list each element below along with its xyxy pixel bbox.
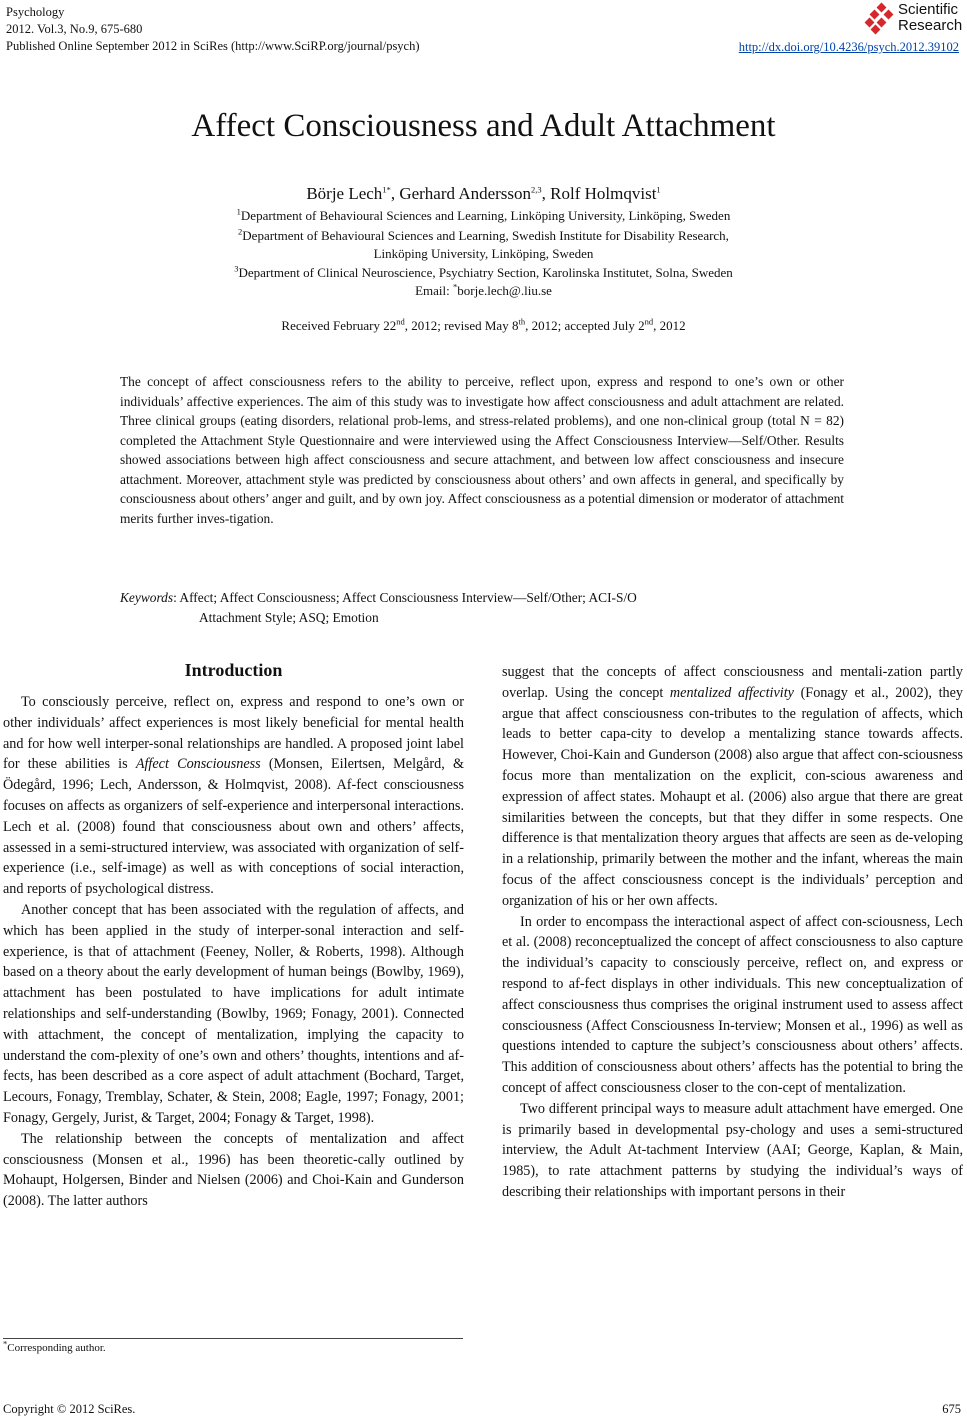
year-text: , 2012 bbox=[653, 318, 686, 333]
footnote-sup: * bbox=[3, 1338, 8, 1349]
affiliation-sup: 2 bbox=[238, 226, 243, 237]
received-text: Received February 22 bbox=[281, 318, 397, 333]
affiliation bbox=[0, 207, 967, 224]
paragraph: The relationship between the concepts of mentalization and affect consciousness (Monsen et al., 1996) has been theoretic-cally outlined by Mohaupt, Holgersen, Binder and Nielsen (2006) and Choi-Kain and Gunderson (2008). The latter authors bbox=[3, 1130, 464, 1210]
keywords bbox=[120, 588, 637, 627]
author-name: Gerhard Andersson bbox=[399, 184, 532, 203]
doi-link[interactable]: http://dx.doi.org/10.4236/psych.2012.39102 bbox=[738, 40, 959, 54]
affiliation-text: Department of Behavioural Sciences and Learning, Linköping University, Linköping, Sweden bbox=[240, 208, 731, 223]
received-sup: nd bbox=[396, 316, 405, 327]
paragraph: Another concept that has been associated with the regulation of affects, and which has been applied in the study of interper-sonal interaction and self-experience, is that of attachment (Feeney, Noller, & Roberts, 1998). Although based on a theory about the early development of human beings (Bowlby, 1969), attachment has been postulated to have implications for adult intimate relationships and self-understanding (Bowlby, 1969; Fonagy, 2001). Connected with attachment, the concept of mentalization, implying the capacity to understand the com-plexity of one’s own and others’ thoughts, intentions and af-fects, has been described as a core aspect of adult attachment (Bochard, Target, Lecours, Fonagy, Tremblay, Schater, & Stein, 2008; Eagle, 1997; Fonagy, 2001; Fonagy, Gergely, Jurist, & Target, 2004; Fonagy & Target, 1998). bbox=[3, 901, 464, 1126]
affiliation-text: Department of Clinical Neuroscience, Psychiatry Section, Karolinska Institutet, Solna, Sweden bbox=[238, 265, 733, 280]
paragraph: Two different principal ways to measure adult attachment have emerged. One is primarily based in developmental psy-chology and uses a semi-structured interview, the Adult At-tachment Interview (AAI; George, Kaplan, & Main, 1985), to rate attachment patterns by studying the individual’s ways of describing their relationships with important persons in their bbox=[502, 1100, 963, 1200]
paragraph bbox=[3, 692, 464, 900]
journal-name: Psychology bbox=[6, 5, 65, 19]
author-sup: 1* bbox=[382, 184, 391, 195]
paragraph-text: (Fonagy et al., 2002), they argue that affect consciousness con-tributes to the regulation of affects, which leads to better capa-city to develop a mentalizing stance towards affects. However, Choi-Kain and Gunderson (2008) also argue that affect con-sciousness focus more than mentalization on the explicit, con-scious awareness and expression of affect states. Mohaupt et al. (2006) also argue that there are great similarities between the concepts, but that they differ in some respects. One difference is that mentalization theory argues that affects are seen as de-veloping in a relationship, primarily between the mother and the infant, whereas the main focus of the affect consciousness concept is the individuals’ perception and organization of his or her own affects. bbox=[502, 684, 963, 909]
page-number: 675 bbox=[942, 1402, 961, 1416]
scientific-research-logo bbox=[866, 2, 964, 36]
abstract: The concept of affect consciousness refers to the ability to perceive, reflect upon, express and respond to one’s own or other individuals’ affective experiences. The aim of this study was to investigate how affect consciousness and adult attachment are related. Three clinical groups (eating disorders, relational prob-lems, and stress-related problems), and one non-clinical group (total N = 82) completed the Attachment Style Questionnaire and were interviewed using the Affect Consciousness Interview—Self/Other. Results showed associations between high affect consciousness and secure attachment, and between low affect consciousness and insecure attachment. Moreover, attachment style was predicted by consciousness about others’ and own affects in general, and specifically by consciousness about others’ anger and guilt, and by own joy. Affect consciousness as a potential dimension or moderator of attachment merits further inves-tigation. bbox=[120, 374, 844, 526]
email-sup: * bbox=[453, 281, 458, 292]
section-heading-introduction: Introduction bbox=[184, 660, 283, 680]
revised-sup: th bbox=[518, 316, 526, 327]
affiliation bbox=[0, 264, 967, 281]
email-address[interactable]: borje.lech@.liu.se bbox=[457, 283, 552, 298]
affiliation bbox=[0, 245, 967, 262]
author-sup: 1 bbox=[656, 184, 661, 195]
accepted-text: , 2012; accepted July 2 bbox=[525, 318, 645, 333]
footnote-divider bbox=[3, 1338, 463, 1339]
emphasis-term: mentalized affectivity bbox=[669, 684, 794, 701]
paragraph: In order to encompass the interactional aspect of affect con-sciousness, Lech et al. (2008) reconceptualized the concept of affect consciousness to also capture the individual’s capacity to consciously perceive, reflect on, and express or respond to af-fect displays in other individuals. This new conceptualization of affect consciousness thus comprises the original instrument used to assess affect consciousness (Affect Consciousness In-terview; Monsen et al., 1996) as well as questions intended to capture the subject’s consciousness about others’ affects. This addition of consciousness about others’ affects has the potential to bring the concept of affect consciousness closer to the con-cept of mentalization. bbox=[502, 913, 963, 1096]
affiliation-sup: 3 bbox=[234, 263, 239, 274]
affiliation-text: Linköping University, Linköping, Sweden bbox=[373, 246, 594, 261]
paper-title: Affect Consciousness and Adult Attachment bbox=[191, 108, 776, 144]
volume-info: 2012. Vol.3, No.9, 675-680 bbox=[6, 22, 143, 36]
affiliation-text: Department of Behavioural Sciences and Learning, Swedish Institute for Disability Research, bbox=[242, 228, 729, 243]
right-column bbox=[502, 662, 963, 1203]
paragraph-text: (Monsen, Eilertsen, Melgård, & Ödegård, 1996; Lech, Andersson, & Holmqvist, 2008). Af-fect consciousness focuses on affects as organizers of self-experience and interpersonal interactions. Lech et al. (2008) found that consciousness about own and others’ affects, assessed in a semi-structured interview, was associated with organization of self-experience (i.e., self-image) as well as with conceptions of social interaction, and reports of psychological distress. bbox=[3, 756, 465, 898]
logo-diamond-icon bbox=[866, 4, 896, 34]
affiliation bbox=[0, 227, 967, 244]
left-column bbox=[3, 660, 464, 1212]
footnote-text: Corresponding author. bbox=[7, 1342, 106, 1354]
publication-info: Published Online September 2012 in SciRes (http://www.SciRP.org/journal/psych) bbox=[6, 39, 420, 53]
keywords-label: Keywords bbox=[120, 590, 174, 605]
logo-text-line2: Research bbox=[898, 17, 963, 34]
author-email bbox=[0, 282, 967, 299]
journal-header bbox=[6, 4, 420, 55]
email-prefix: Email: bbox=[415, 283, 454, 298]
author-list: Börje Lech$^{1*}$, Gerhard Andersson$^{2,3}$, Rolf Holmqvist$^1$ bbox=[306, 184, 661, 203]
author-name: Rolf Holmqvist bbox=[550, 184, 657, 203]
revised-text: , 2012; revised May 8 bbox=[404, 318, 519, 333]
accepted-sup: nd bbox=[644, 316, 654, 327]
paragraph-text: To consciously perceive, reflect on, express and respond to one’s own or other individuals’ affect experiences is most likely beneficial for mental health and for how well interper-sonal relationships are handled. A proposed joint label for these abilities is bbox=[3, 694, 464, 773]
emphasis-term: Affect Consciousness bbox=[135, 756, 261, 773]
keywords-line1: : Affect; Affect Consciousness; Affect Consciousness Interview—Self/Other; ACI-S/O bbox=[173, 590, 637, 605]
copyright: Copyright © 2012 SciRes. bbox=[3, 1402, 136, 1416]
author-sup: 2,3 bbox=[531, 184, 542, 195]
paragraph-text: suggest that the concepts of affect consciousness and mentali-zation partly overlap. Using the concept bbox=[502, 664, 963, 701]
keywords-line2: Attachment Style; ASQ; Emotion bbox=[199, 609, 379, 625]
logo-text-line1: Scientific bbox=[898, 1, 959, 18]
paragraph bbox=[502, 662, 963, 912]
affiliation-sup: 1 bbox=[236, 206, 241, 217]
received-dates bbox=[0, 318, 967, 334]
footnote bbox=[3, 1338, 106, 1354]
author-name: Börje Lech bbox=[306, 184, 383, 203]
